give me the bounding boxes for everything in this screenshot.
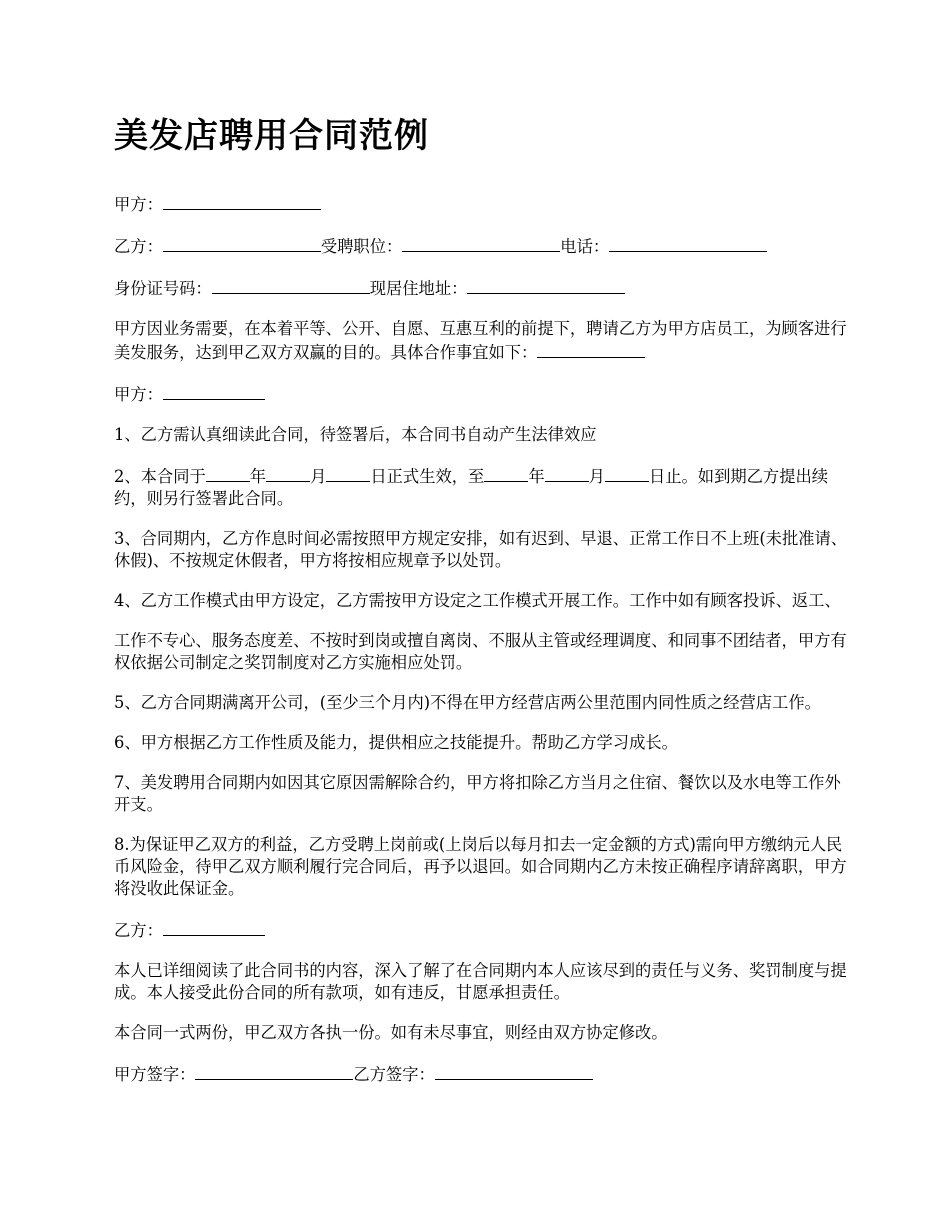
start-day-blank[interactable]	[326, 464, 370, 482]
contract-page	[114, 110, 849, 1104]
section-b-line	[114, 918, 849, 942]
party-a-blank[interactable]	[163, 192, 321, 210]
clause-6: 6、甲方根据乙方工作性质及能力，提供相应之技能提升。帮助乙方学习成长。	[114, 733, 678, 752]
party-a-line	[114, 192, 849, 216]
section-b-blank[interactable]	[163, 918, 265, 936]
clause-4b: 工作不专心、服务态度差、不按时到岗或擅自离岗、不服从主管或经理调度、和同事不团结者，甲方有权依据公司制定之奖罚制度对乙方实施相应处罚。	[114, 631, 847, 672]
page-title: 美发店聘用合同范例	[114, 116, 429, 156]
signature-a-label: 甲方签字：	[114, 1065, 196, 1084]
signature-b-label: 乙方签字：	[353, 1065, 435, 1084]
clause-2-day-start: 日正式生效，至	[370, 467, 485, 486]
phone-blank[interactable]	[609, 234, 767, 252]
party-b-line	[114, 234, 849, 258]
clause-2-year: 年	[249, 467, 267, 486]
party-a-label: 甲方：	[114, 195, 163, 214]
clause-7: 7、美发聘用合同期内如因其它原因需解除合约，甲方将扣除乙方当月之住宿、餐饮以及水电等工作外开支。	[114, 773, 841, 814]
clause-2-day-end: 日止。如到期乙方提出续约，则另行签署此合同。	[114, 467, 829, 508]
signature-b-blank[interactable]	[435, 1062, 593, 1080]
intro-text: 甲方因业务需要，在本着平等、公开、自愿、互惠互利的前提下，聘请乙方为甲方店员工，为顾客进行美发服务，达到甲乙双方双赢的目的。具体合作事宜如下：	[114, 319, 847, 362]
phone-label: 电话：	[560, 237, 610, 256]
clause-4a: 4、乙方工作模式由甲方设定，乙方需按甲方设定之工作模式开展工作。工作中如有顾客投诉、返工、	[114, 591, 841, 610]
id-label: 身份证号码：	[114, 279, 212, 298]
position-label: 受聘职位：	[320, 237, 403, 256]
position-blank[interactable]	[402, 234, 560, 252]
end-day-blank[interactable]	[605, 464, 649, 482]
clause-1: 1、乙方需认真细读此合同，待签署后，本合同书自动产生法律效应	[114, 425, 597, 444]
clause-2-year-2: 年	[528, 467, 545, 486]
id-blank[interactable]	[212, 276, 370, 294]
clause-2-month: 月	[310, 467, 327, 486]
clause-2-prefix: 2、本合同于	[114, 467, 206, 486]
clause-2	[114, 464, 849, 510]
section-a-blank[interactable]	[163, 382, 265, 400]
section-a-line	[114, 382, 849, 406]
section-a-label: 甲方：	[114, 385, 163, 404]
party-b-label: 乙方：	[114, 237, 163, 256]
signature-line	[114, 1062, 849, 1086]
end-month-blank[interactable]	[545, 464, 589, 482]
address-label: 现居住地址：	[369, 279, 468, 298]
address-blank[interactable]	[467, 276, 625, 294]
intro-blank[interactable]	[537, 340, 645, 358]
intro-paragraph	[114, 318, 849, 364]
clause-5: 5、乙方合同期满离开公司，(至少三个月内)不得在甲方经营店两公里范围内同性质之经营店工作。	[114, 693, 821, 712]
signature-a-blank[interactable]	[195, 1062, 353, 1080]
start-month-blank[interactable]	[266, 464, 310, 482]
section-b-label: 乙方：	[114, 921, 163, 940]
id-address-line	[114, 276, 849, 300]
copies-paragraph: 本合同一式两份，甲乙双方各执一份。如有未尽事宜，则经由双方协定修改。	[114, 1023, 668, 1042]
clause-8: 8.为保证甲乙双方的利益，乙方受聘上岗前或(上岗后以每月扣去一定金额的方式)需向甲方缴纳元人民币风险金，待甲乙双方顺利履行完合同后，再予以退回。如合同期内乙方未按正确程序请辞离职，甲方将没收此保证金。	[114, 835, 847, 898]
end-year-blank[interactable]	[484, 464, 528, 482]
clause-3: 3、合同期内，乙方作息时间必需按照甲方规定安排，如有迟到、早退、正常工作日不上班(未批准请、休假)、不按规定休假者，甲方将按相应规章予以处罚。	[114, 529, 848, 570]
party-b-blank[interactable]	[163, 234, 321, 252]
start-year-blank[interactable]	[206, 464, 250, 482]
clause-2-month-2: 月	[588, 467, 605, 486]
declaration-paragraph: 本人已详细阅读了此合同书的内容，深入了解了在合同期内本人应该尽到的责任与义务、奖罚制度与提成。本人接受此份合同的所有款项，如有违反，甘愿承担责任。	[114, 961, 847, 1002]
